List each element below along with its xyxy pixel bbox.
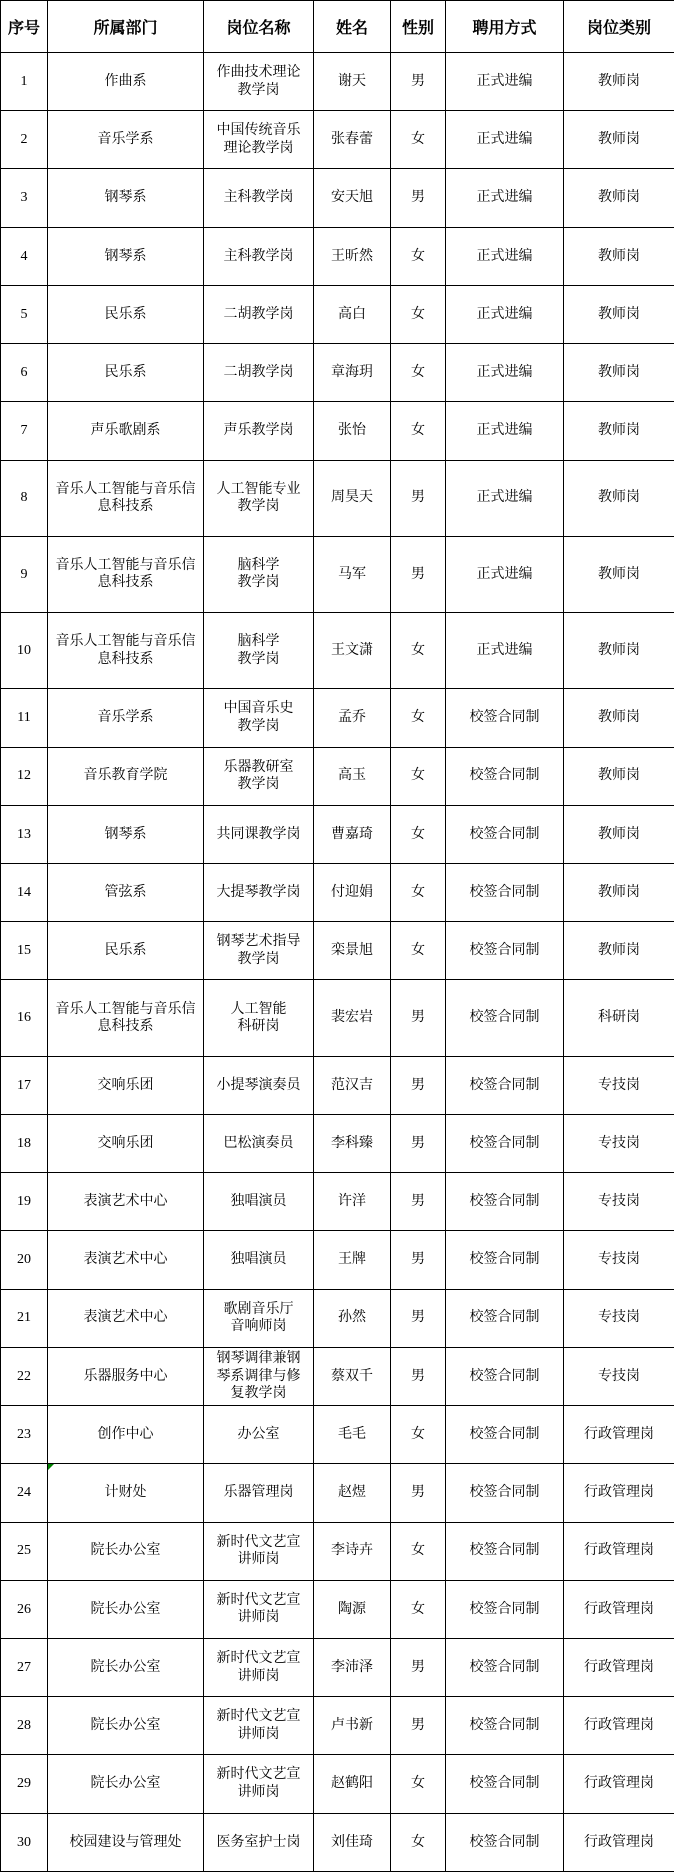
table-cell-index: 28 xyxy=(1,1697,48,1755)
table-row xyxy=(1,1347,674,1405)
table-cell-index: 14 xyxy=(1,864,48,922)
table-cell-employment: 校签合同制 xyxy=(446,1347,564,1405)
table-cell-index: 7 xyxy=(1,402,48,460)
table-cell-department: 音乐学系 xyxy=(48,111,204,169)
table-cell-index: 9 xyxy=(1,536,48,612)
table-cell-name: 章海玥 xyxy=(314,344,391,402)
table-cell-department: 表演艺术中心 xyxy=(48,1231,204,1289)
table-cell-category: 专技岗 xyxy=(564,1347,674,1405)
table-cell-category: 教师岗 xyxy=(564,285,674,343)
table-cell-position: 钢琴艺术指导 教学岗 xyxy=(204,922,314,980)
table-cell-index: 5 xyxy=(1,285,48,343)
table-cell-gender: 女 xyxy=(391,285,446,343)
table-cell-gender: 女 xyxy=(391,1813,446,1871)
table-cell-gender: 男 xyxy=(391,1056,446,1114)
table-cell-gender: 男 xyxy=(391,1697,446,1755)
column-header-department: 所属部门 xyxy=(48,1,204,53)
table-cell-employment: 校签合同制 xyxy=(446,922,564,980)
table-cell-category: 行政管理岗 xyxy=(564,1813,674,1871)
table-cell-category: 教师岗 xyxy=(564,344,674,402)
table-cell-name: 许洋 xyxy=(314,1173,391,1231)
table-cell-position: 脑科学 教学岗 xyxy=(204,613,314,689)
table-cell-index: 8 xyxy=(1,460,48,536)
table-cell-position: 小提琴演奏员 xyxy=(204,1056,314,1114)
table-row xyxy=(1,227,674,285)
table-cell-index: 22 xyxy=(1,1347,48,1405)
table-cell-position: 新时代文艺宣 讲师岗 xyxy=(204,1522,314,1580)
table-cell-gender: 男 xyxy=(391,1347,446,1405)
table-row xyxy=(1,805,674,863)
table-cell-employment: 校签合同制 xyxy=(446,1580,564,1638)
table-cell-name: 王牌 xyxy=(314,1231,391,1289)
table-cell-name: 李沛泽 xyxy=(314,1638,391,1696)
table-cell-category: 教师岗 xyxy=(564,169,674,227)
table-cell-department: 钢琴系 xyxy=(48,169,204,227)
table-cell-employment: 校签合同制 xyxy=(446,689,564,747)
table-cell-index: 11 xyxy=(1,689,48,747)
table-cell-gender: 女 xyxy=(391,111,446,169)
table-body xyxy=(1,53,674,1872)
table-row xyxy=(1,1406,674,1464)
table-cell-employment: 校签合同制 xyxy=(446,1231,564,1289)
table-cell-index: 17 xyxy=(1,1056,48,1114)
table-cell-position: 歌剧音乐厅 音响师岗 xyxy=(204,1289,314,1347)
table-cell-name: 李科臻 xyxy=(314,1114,391,1172)
table-cell-employment: 校签合同制 xyxy=(446,805,564,863)
table-cell-employment: 正式进编 xyxy=(446,613,564,689)
table-cell-position: 共同课教学岗 xyxy=(204,805,314,863)
table-cell-index: 12 xyxy=(1,747,48,805)
column-header-gender: 性别 xyxy=(391,1,446,53)
table-cell-name: 孟乔 xyxy=(314,689,391,747)
table-cell-index: 16 xyxy=(1,980,48,1056)
table-cell-name: 张怡 xyxy=(314,402,391,460)
table-cell-category: 行政管理岗 xyxy=(564,1464,674,1522)
table-cell-gender: 女 xyxy=(391,689,446,747)
table-cell-name: 高玉 xyxy=(314,747,391,805)
table-cell-position: 主科教学岗 xyxy=(204,227,314,285)
table-cell-department: 民乐系 xyxy=(48,922,204,980)
table-cell-employment: 正式进编 xyxy=(446,285,564,343)
table-cell-employment: 正式进编 xyxy=(446,536,564,612)
table-cell-name: 李诗卉 xyxy=(314,1522,391,1580)
table-cell-position: 钢琴调律兼钢 琴系调律与修 复教学岗 xyxy=(204,1347,314,1405)
table-cell-gender: 女 xyxy=(391,227,446,285)
table-cell-name: 安天旭 xyxy=(314,169,391,227)
table-cell-position: 二胡教学岗 xyxy=(204,344,314,402)
table-row xyxy=(1,1173,674,1231)
table-cell-position: 大提琴教学岗 xyxy=(204,864,314,922)
table-cell-category: 科研岗 xyxy=(564,980,674,1056)
table-cell-name: 谢天 xyxy=(314,53,391,111)
table-cell-category: 教师岗 xyxy=(564,864,674,922)
table-cell-department: 民乐系 xyxy=(48,285,204,343)
table-cell-category: 教师岗 xyxy=(564,805,674,863)
table-cell-gender: 男 xyxy=(391,53,446,111)
table-cell-index: 2 xyxy=(1,111,48,169)
table-cell-index: 29 xyxy=(1,1755,48,1813)
table-cell-category: 行政管理岗 xyxy=(564,1638,674,1696)
table-cell-category: 行政管理岗 xyxy=(564,1522,674,1580)
table-cell-index: 13 xyxy=(1,805,48,863)
table-cell-name: 卢书新 xyxy=(314,1697,391,1755)
table-cell-name: 毛毛 xyxy=(314,1406,391,1464)
table-cell-employment: 正式进编 xyxy=(446,344,564,402)
table-cell-position: 办公室 xyxy=(204,1406,314,1464)
table-cell-department: 交响乐团 xyxy=(48,1114,204,1172)
table-cell-employment: 校签合同制 xyxy=(446,1813,564,1871)
table-cell-category: 教师岗 xyxy=(564,536,674,612)
table-cell-department: 声乐歌剧系 xyxy=(48,402,204,460)
table-cell-gender: 男 xyxy=(391,1638,446,1696)
table-cell-category: 行政管理岗 xyxy=(564,1406,674,1464)
table-cell-position: 新时代文艺宣 讲师岗 xyxy=(204,1638,314,1696)
table-cell-position: 主科教学岗 xyxy=(204,169,314,227)
table-cell-department: 创作中心 xyxy=(48,1406,204,1464)
table-row xyxy=(1,1755,674,1813)
table-row xyxy=(1,1231,674,1289)
table-cell-position: 脑科学 教学岗 xyxy=(204,536,314,612)
table-cell-employment: 校签合同制 xyxy=(446,1464,564,1522)
table-cell-department: 表演艺术中心 xyxy=(48,1173,204,1231)
table-cell-category: 专技岗 xyxy=(564,1056,674,1114)
table-cell-gender: 男 xyxy=(391,1289,446,1347)
table-cell-employment: 正式进编 xyxy=(446,227,564,285)
table-cell-position: 作曲技术理论 教学岗 xyxy=(204,53,314,111)
table-cell-department: 钢琴系 xyxy=(48,227,204,285)
table-cell-employment: 校签合同制 xyxy=(446,1173,564,1231)
table-cell-department: 音乐人工智能与音乐信 息科技系 xyxy=(48,613,204,689)
table-row xyxy=(1,864,674,922)
table-cell-category: 行政管理岗 xyxy=(564,1755,674,1813)
table-cell-gender: 女 xyxy=(391,1580,446,1638)
table-cell-employment: 正式进编 xyxy=(446,402,564,460)
table-cell-employment: 校签合同制 xyxy=(446,1755,564,1813)
table-header xyxy=(1,1,674,53)
table-cell-department: 院长办公室 xyxy=(48,1697,204,1755)
table-cell-position: 声乐教学岗 xyxy=(204,402,314,460)
table-cell-department: 民乐系 xyxy=(48,344,204,402)
table-cell-index: 10 xyxy=(1,613,48,689)
table-cell-name: 付迎娟 xyxy=(314,864,391,922)
table-cell-category: 教师岗 xyxy=(564,111,674,169)
table-cell-gender: 女 xyxy=(391,805,446,863)
table-cell-index: 4 xyxy=(1,227,48,285)
table-row xyxy=(1,1813,674,1871)
table-cell-gender: 男 xyxy=(391,536,446,612)
header-row xyxy=(1,1,674,53)
table-cell-category: 教师岗 xyxy=(564,689,674,747)
table-cell-index: 27 xyxy=(1,1638,48,1696)
table-cell-index: 21 xyxy=(1,1289,48,1347)
table-cell-employment: 校签合同制 xyxy=(446,980,564,1056)
table-cell-position: 人工智能专业 教学岗 xyxy=(204,460,314,536)
table-cell-index: 15 xyxy=(1,922,48,980)
table-cell-gender: 女 xyxy=(391,864,446,922)
column-header-index: 序号 xyxy=(1,1,48,53)
table-cell-employment: 校签合同制 xyxy=(446,1406,564,1464)
table-row xyxy=(1,344,674,402)
table-cell-index: 20 xyxy=(1,1231,48,1289)
table-cell-employment: 校签合同制 xyxy=(446,1114,564,1172)
table-cell-index: 19 xyxy=(1,1173,48,1231)
table-row xyxy=(1,1580,674,1638)
table-cell-position: 乐器教研室 教学岗 xyxy=(204,747,314,805)
table-cell-name: 栾景旭 xyxy=(314,922,391,980)
table-cell-department: 乐器服务中心 xyxy=(48,1347,204,1405)
table-cell-category: 教师岗 xyxy=(564,613,674,689)
table-cell-employment: 正式进编 xyxy=(446,111,564,169)
table-cell-position: 独唱演员 xyxy=(204,1231,314,1289)
table-row xyxy=(1,460,674,536)
table-cell-position: 中国音乐史 教学岗 xyxy=(204,689,314,747)
table-cell-gender: 女 xyxy=(391,1755,446,1813)
table-cell-employment: 校签合同制 xyxy=(446,1056,564,1114)
table-row xyxy=(1,747,674,805)
column-header-name: 姓名 xyxy=(314,1,391,53)
table-cell-department: 院长办公室 xyxy=(48,1755,204,1813)
table-cell-position: 人工智能 科研岗 xyxy=(204,980,314,1056)
table-cell-position: 独唱演员 xyxy=(204,1173,314,1231)
table-cell-position: 新时代文艺宣 讲师岗 xyxy=(204,1755,314,1813)
table-cell-index: 23 xyxy=(1,1406,48,1464)
table-cell-employment: 校签合同制 xyxy=(446,1522,564,1580)
table-cell-name: 陶源 xyxy=(314,1580,391,1638)
cell-comment-flag-icon xyxy=(48,1464,54,1470)
table-cell-name: 赵煜 xyxy=(314,1464,391,1522)
table-cell-gender: 女 xyxy=(391,402,446,460)
table-cell-index: 3 xyxy=(1,169,48,227)
table-cell-name: 王昕然 xyxy=(314,227,391,285)
table-cell-position: 巴松演奏员 xyxy=(204,1114,314,1172)
table-cell-gender: 男 xyxy=(391,980,446,1056)
table-cell-name: 王文潇 xyxy=(314,613,391,689)
table-cell-gender: 男 xyxy=(391,1173,446,1231)
table-cell-index: 25 xyxy=(1,1522,48,1580)
table-cell-department: 音乐人工智能与音乐信 息科技系 xyxy=(48,980,204,1056)
table-row xyxy=(1,613,674,689)
table-row xyxy=(1,169,674,227)
table-row xyxy=(1,402,674,460)
table-cell-gender: 男 xyxy=(391,460,446,536)
table-cell-category: 教师岗 xyxy=(564,747,674,805)
table-cell-department: 表演艺术中心 xyxy=(48,1289,204,1347)
table-cell-category: 专技岗 xyxy=(564,1231,674,1289)
table-cell-employment: 正式进编 xyxy=(446,460,564,536)
table-cell-name: 孙然 xyxy=(314,1289,391,1347)
table-cell-department: 交响乐团 xyxy=(48,1056,204,1114)
table-cell-employment: 校签合同制 xyxy=(446,747,564,805)
table-row xyxy=(1,1056,674,1114)
table-cell-gender: 女 xyxy=(391,922,446,980)
table-cell-gender: 男 xyxy=(391,1114,446,1172)
table-cell-name: 裴宏岩 xyxy=(314,980,391,1056)
table-cell-name: 马军 xyxy=(314,536,391,612)
table-cell-department: 校园建设与管理处 xyxy=(48,1813,204,1871)
column-header-category: 岗位类别 xyxy=(564,1,674,53)
table-cell-gender: 男 xyxy=(391,1231,446,1289)
table-row xyxy=(1,689,674,747)
table-cell-gender: 女 xyxy=(391,344,446,402)
table-cell-category: 专技岗 xyxy=(564,1114,674,1172)
table-cell-gender: 女 xyxy=(391,1522,446,1580)
table-cell-name: 曹嘉琦 xyxy=(314,805,391,863)
table-cell-department: 院长办公室 xyxy=(48,1580,204,1638)
table-cell-name: 赵鹤阳 xyxy=(314,1755,391,1813)
table-row xyxy=(1,1638,674,1696)
column-header-position: 岗位名称 xyxy=(204,1,314,53)
table-cell-department: 计财处 xyxy=(48,1464,204,1522)
table-cell-category: 专技岗 xyxy=(564,1173,674,1231)
table-cell-gender: 男 xyxy=(391,1464,446,1522)
table-row xyxy=(1,1114,674,1172)
table-cell-name: 周昊天 xyxy=(314,460,391,536)
table-cell-category: 教师岗 xyxy=(564,402,674,460)
table-cell-index: 6 xyxy=(1,344,48,402)
table-cell-name: 张春蕾 xyxy=(314,111,391,169)
table-cell-position: 乐器管理岗 xyxy=(204,1464,314,1522)
table-cell-category: 专技岗 xyxy=(564,1289,674,1347)
table-row xyxy=(1,922,674,980)
table-cell-index: 24 xyxy=(1,1464,48,1522)
table-row xyxy=(1,111,674,169)
table-cell-department: 管弦系 xyxy=(48,864,204,922)
table-cell-category: 教师岗 xyxy=(564,53,674,111)
table-cell-department: 音乐教育学院 xyxy=(48,747,204,805)
table-row xyxy=(1,53,674,111)
table-cell-employment: 正式进编 xyxy=(446,53,564,111)
table-cell-employment: 校签合同制 xyxy=(446,1697,564,1755)
table-cell-category: 行政管理岗 xyxy=(564,1697,674,1755)
table-cell-department: 钢琴系 xyxy=(48,805,204,863)
table-cell-department: 音乐学系 xyxy=(48,689,204,747)
table-cell-category: 教师岗 xyxy=(564,460,674,536)
table-row xyxy=(1,1697,674,1755)
table-cell-index: 1 xyxy=(1,53,48,111)
table-cell-department: 音乐人工智能与音乐信 息科技系 xyxy=(48,460,204,536)
table-cell-department: 院长办公室 xyxy=(48,1638,204,1696)
table-cell-category: 行政管理岗 xyxy=(564,1580,674,1638)
table-row xyxy=(1,1289,674,1347)
table-cell-department: 音乐人工智能与音乐信 息科技系 xyxy=(48,536,204,612)
table-cell-gender: 女 xyxy=(391,747,446,805)
table-cell-name: 范汉吉 xyxy=(314,1056,391,1114)
table-cell-department: 院长办公室 xyxy=(48,1522,204,1580)
table-cell-index: 18 xyxy=(1,1114,48,1172)
table-cell-employment: 校签合同制 xyxy=(446,864,564,922)
table-cell-employment: 正式进编 xyxy=(446,169,564,227)
table-row xyxy=(1,980,674,1056)
table-cell-gender: 男 xyxy=(391,169,446,227)
table-cell-position: 新时代文艺宣 讲师岗 xyxy=(204,1697,314,1755)
table-cell-position: 中国传统音乐 理论教学岗 xyxy=(204,111,314,169)
table-row xyxy=(1,1522,674,1580)
table-cell-position: 二胡教学岗 xyxy=(204,285,314,343)
table-cell-gender: 女 xyxy=(391,613,446,689)
table-cell-department: 作曲系 xyxy=(48,53,204,111)
table-row xyxy=(1,1464,674,1522)
table-cell-index: 30 xyxy=(1,1813,48,1871)
table-cell-category: 教师岗 xyxy=(564,922,674,980)
table-row xyxy=(1,536,674,612)
table-cell-name: 蔡双千 xyxy=(314,1347,391,1405)
column-header-employment: 聘用方式 xyxy=(446,1,564,53)
table-row xyxy=(1,285,674,343)
table-cell-gender: 女 xyxy=(391,1406,446,1464)
table-cell-name: 高白 xyxy=(314,285,391,343)
table-cell-employment: 校签合同制 xyxy=(446,1289,564,1347)
table-cell-index: 26 xyxy=(1,1580,48,1638)
table-cell-category: 教师岗 xyxy=(564,227,674,285)
table-cell-position: 新时代文艺宣 讲师岗 xyxy=(204,1580,314,1638)
table-cell-employment: 校签合同制 xyxy=(446,1638,564,1696)
table-cell-name: 刘佳琦 xyxy=(314,1813,391,1871)
table-cell-position: 医务室护士岗 xyxy=(204,1813,314,1871)
